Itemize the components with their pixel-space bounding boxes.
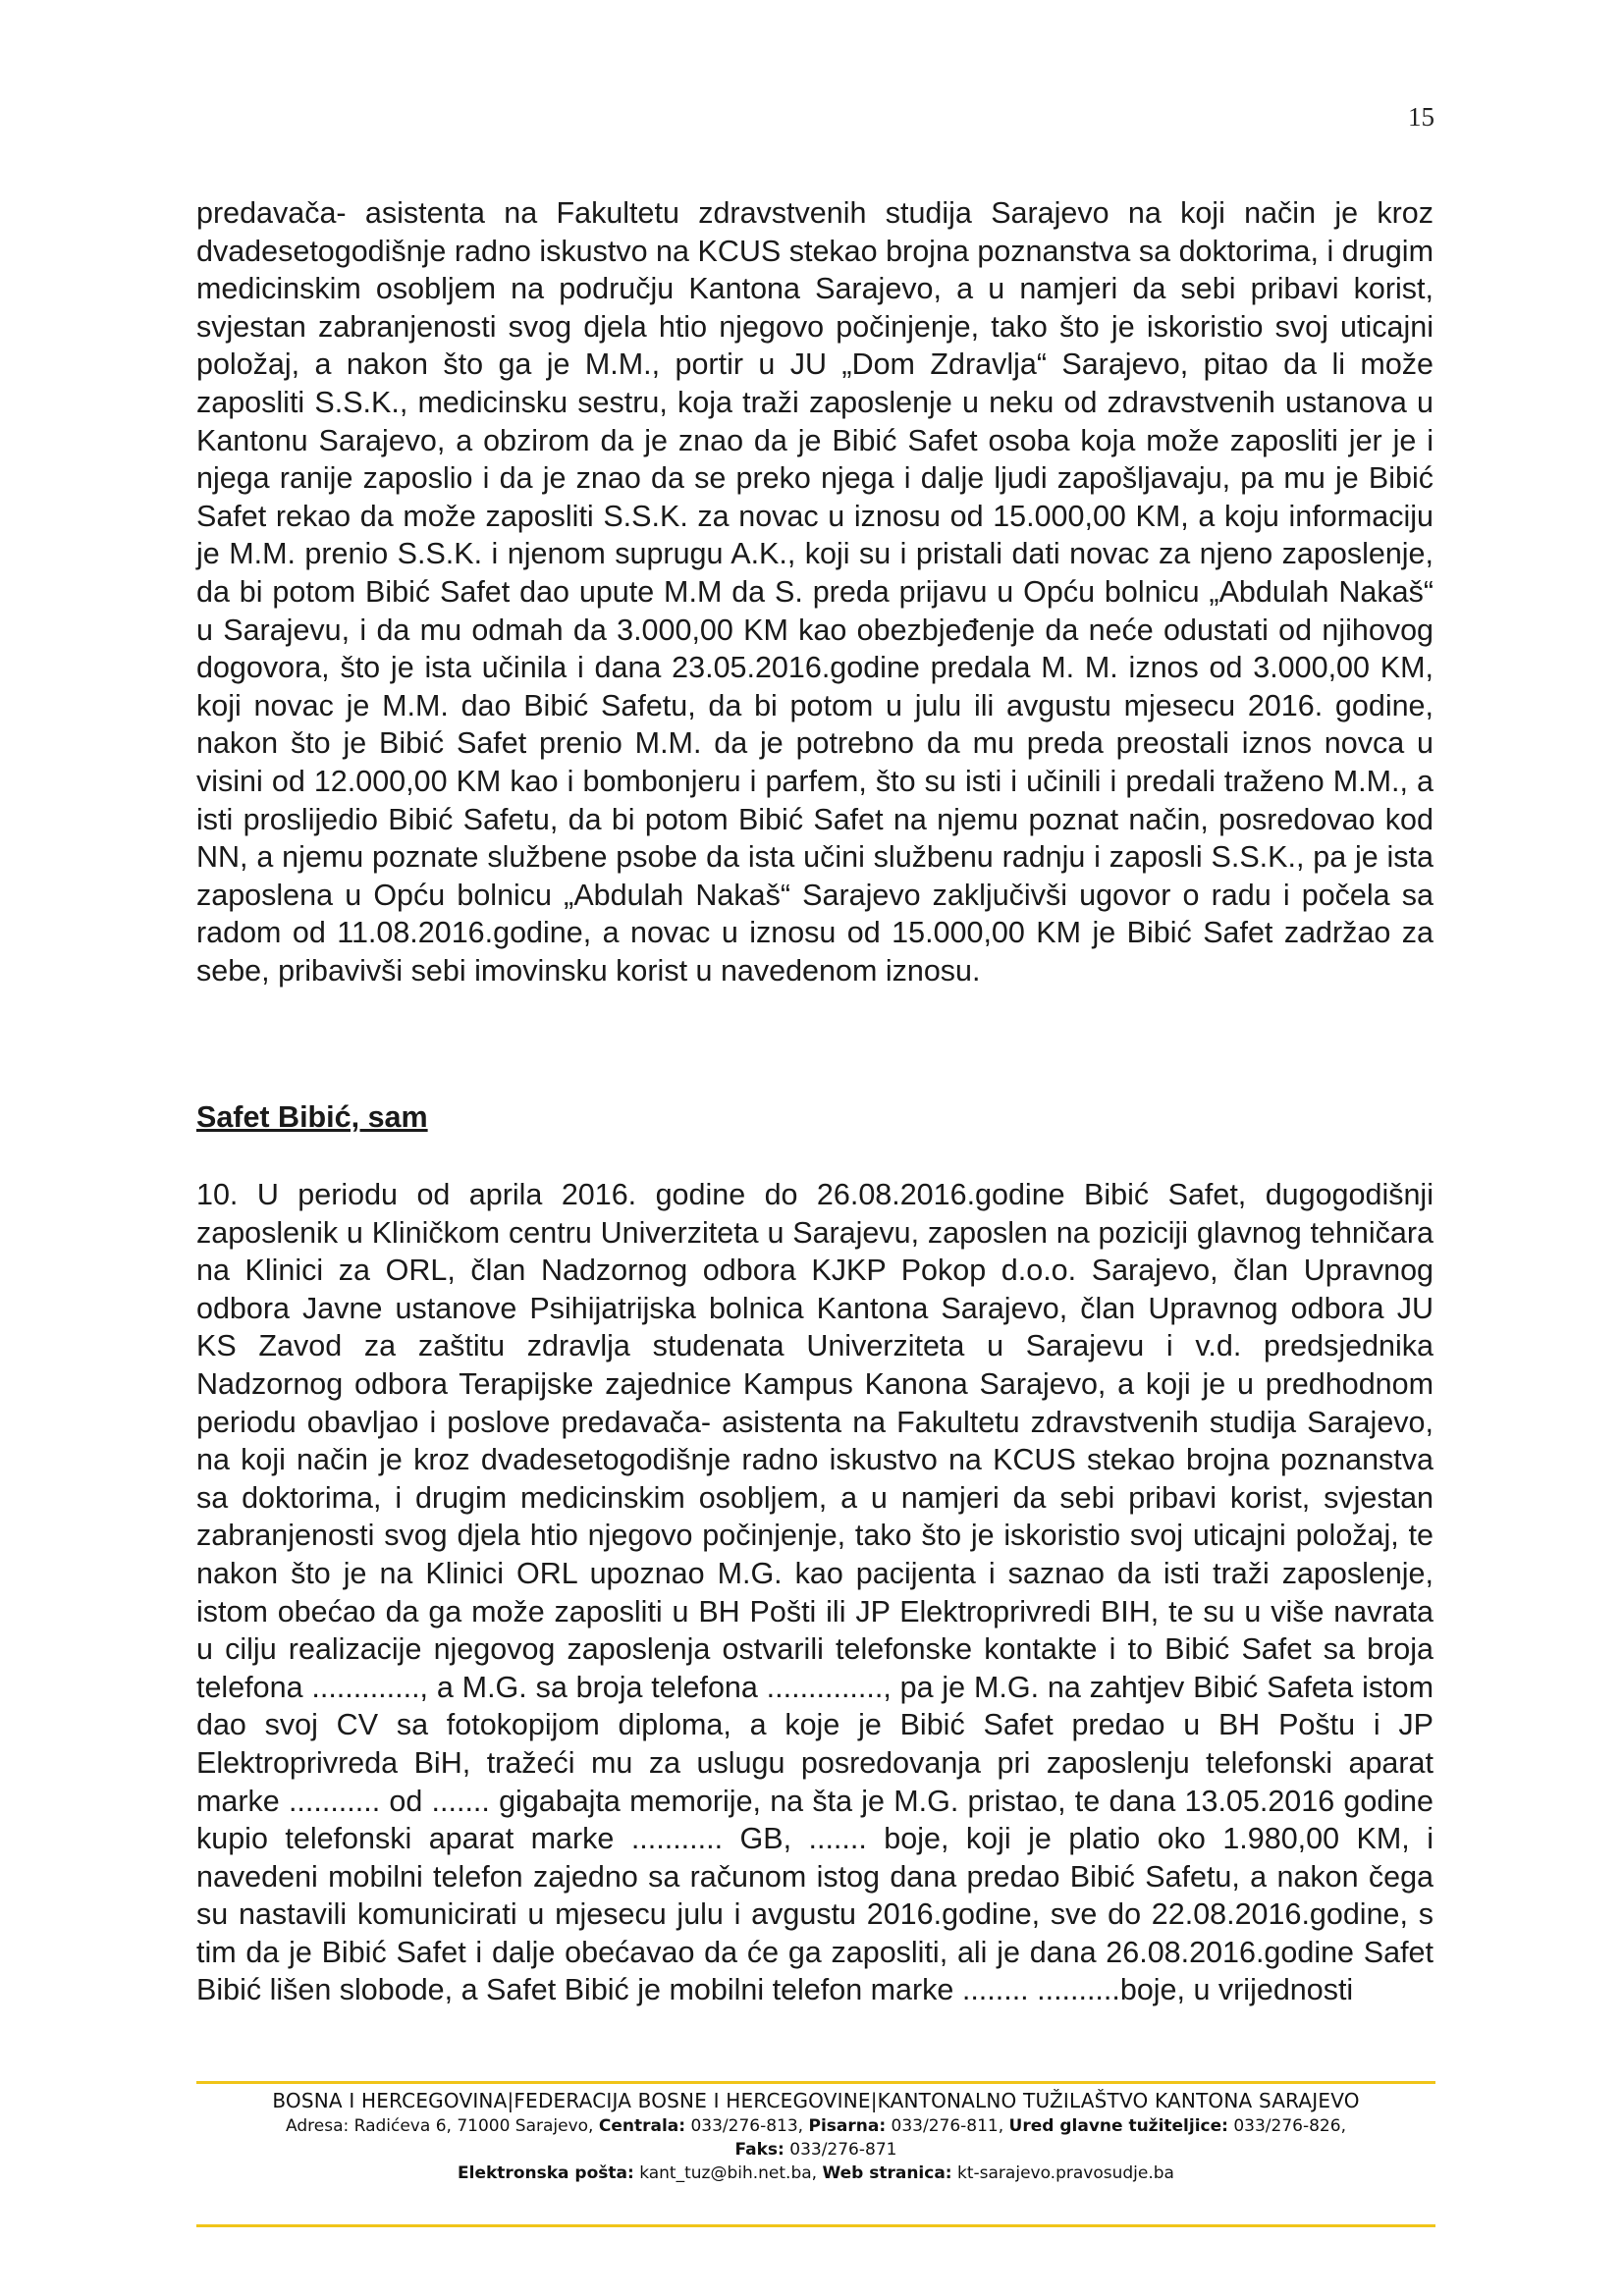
footer-faks-value: 033/276-871 bbox=[789, 2140, 897, 2160]
footer-top-rule bbox=[196, 2081, 1435, 2084]
page-number: 15 bbox=[1408, 102, 1434, 132]
footer-faks-label: Faks: bbox=[734, 2140, 784, 2160]
footer-pisarna-label: Pisarna: bbox=[808, 2116, 887, 2136]
footer-ured-label: Ured glavne tužiteljice: bbox=[1008, 2116, 1228, 2136]
footer-centrala-label: Centrala: bbox=[598, 2116, 686, 2136]
paragraph-continuation bbox=[196, 194, 1434, 989]
footer-online bbox=[196, 2162, 1435, 2185]
section-heading: Safet Bibić, sam bbox=[196, 1100, 428, 1134]
footer-email-label: Elektronska pošta: bbox=[458, 2163, 634, 2183]
footer-centrala-value: 033/276-813, bbox=[690, 2116, 804, 2136]
footer-web-label: Web stranica: bbox=[822, 2163, 952, 2183]
footer-institution: BOSNA I HERCEGOVINA|FEDERACIJA BOSNE I HERCEGOVINE|KANTONALNO TUŽILAŠTVO KANTONA SARAJEVO bbox=[272, 2089, 1360, 2112]
paragraph-count-10 bbox=[196, 1176, 1434, 2009]
footer-address: Adresa: Radićeva 6, 71000 Sarajevo, bbox=[286, 2116, 594, 2136]
paragraph-text: 10. U periodu od aprila 2016. godine do 26.08.2016.godine Bibić Safet, dugogodišnji zaposlenik u Kliničkom centru Univerziteta u Sarajevu, zaposlen na poziciji glavnog tehničara na Klinici za ORL, član Nadzornog odbora KJKP Pokop d.o.o. Sarajevo, član Upravnog odbora Javne ustanove Psihijatrijska bolnica Kantona Sarajevo, član Upravnog odbora JU KS Zavod za zaštitu zdravlja studenata Univerziteta u Sarajevu i v.d. predsjednika Nadzornog odbora Terapijske zajednice Kampus Kanona Sarajevo, a koji je u predhodnom periodu obavljao i poslove predavača- asistenta na Fakultetu zdravstvenih studija Sarajevo, na koji način je kroz dvadesetogodišnje radno iskustvo na KCUS stekao brojna poznanstva sa doktorima, i drugim medicinskim osobljem, a u namjeri da sebi pribavi korist, svjestan zabranjenosti svog djela htio njegovo počinjenje, tako što je iskoristio svoj uticajni položaj, te nakon što je na Klinici ORL upoznao M.G. kao pacijenta i saznao da isti traži zaposlenje, istom obećao da ga može zaposliti u BH Pošti ili JP Elektroprivredi BIH, te su u više navrata u cilju realizacije njegovog zaposlenja ostvarili telefonske kontakte i to Bibić Safet sa broja telefona ............., a M.G. sa broja telefona .............., pa je M.G. na zahtjev Bibić Safeta istom dao svoj CV sa fotokopijom diploma, a koje je Bibić Safet predao u BH Poštu i JP Elektroprivreda BiH, tražeći mu za uslugu posredovanja pri zaposlenju telefonski aparat marke ........... od ....... gigabajta memorije, na šta je M.G. pristao, te dana 13.05.2016 godine kupio telefonski aparat marke ........... GB, ....... boje, koji je platio oko 1.980,00 KM, i navedeni mobilni telefon zajedno sa računom istog dana predao Bibić Safetu, a nakon čega su nastavili komunicirati u mjesecu julu i avgustu 2016.godine, sve do 22.08.2016.godine, s tim da je Bibić Safet i dalje obećavao da će ga zaposliti, ali je dana 26.08.2016.godine Safet Bibić lišen slobode, a Safet Bibić je mobilni telefon marke ........ ..........boje, u vrijednosti bbox=[196, 1178, 1434, 2007]
footer bbox=[196, 2088, 1435, 2185]
footer-fax bbox=[196, 2138, 1435, 2162]
footer-web-link[interactable]: kt-sarajevo.pravosudje.ba bbox=[957, 2163, 1174, 2183]
footer-bottom-rule bbox=[196, 2224, 1435, 2227]
footer-ured-value: 033/276-826, bbox=[1233, 2116, 1346, 2136]
footer-contacts bbox=[196, 2114, 1435, 2138]
footer-email-link[interactable]: kant_tuz@bih.net.ba, bbox=[639, 2163, 818, 2183]
footer-pisarna-value: 033/276-811, bbox=[891, 2116, 1004, 2136]
paragraph-text: predavača- asistenta na Fakultetu zdravstvenih studija Sarajevo na koji način je kroz dvadesetogodišnje radno iskustvo na KCUS stekao brojna poznanstva sa doktorima, i drugim medicinskim osobljem na području Kantona Sarajevo, a u namjeri da sebi pribavi korist, svjestan zabranjenosti svog djela htio njegovo počinjenje, tako što je iskoristio svoj uticajni položaj, a nakon što ga je M.M., portir u JU „Dom Zdravlja“ Sarajevo, pitao da li može zaposliti S.S.K., medicinsku sestru, koja traži zaposlenje u neku od zdravstvenih ustanova u Kantonu Sarajevo, a obzirom da je znao da je Bibić Safet osoba koja može zaposliti jer je i njega ranije zaposlio i da je znao da se preko njega i dalje ljudi zapošljavaju, pa mu je Bibić Safet rekao da može zaposliti S.S.K. za novac u iznosu od 15.000,00 KM, a koju informaciju je M.M. prenio S.S.K. i njenom suprugu A.K., koji su i pristali dati novac za njeno zaposlenje, da bi potom Bibić Safet dao upute M.M da S. preda prijavu u Opću bolnicu „Abdulah Nakaš“ u Sarajevu, i da mu odmah da 3.000,00 KM kao obezbjeđenje da neće odustati od njihovog dogovora, što je ista učinila i dana 23.05.2016.godine predala M. M. iznos od 3.000,00 KM, koji novac je M.M. dao Bibić Safetu, da bi potom u julu ili avgustu mjesecu 2016. godine, nakon što je Bibić Safet prenio M.M. da je potrebno da mu preda preostali iznos novca u visini od 12.000,00 KM kao i bombonjeru i parfem, što su isti i učinili i predali traženo M.M., a isti proslijedio Bibić Safetu, da bi potom Bibić Safet na njemu poznat način, posredovao kod NN, a njemu poznate službene psobe da ista učini službenu radnju i zaposli S.S.K., pa je ista zaposlena u Opću bolnicu „Abdulah Nakaš“ Sarajevo zaključivši ugovor o radu i počela sa radom od 11.08.2016.godine, a novac u iznosu od 15.000,00 KM je Bibić Safet zadržao za sebe, pribavivši sebi imovinsku korist u navedenom iznosu. bbox=[196, 196, 1434, 988]
